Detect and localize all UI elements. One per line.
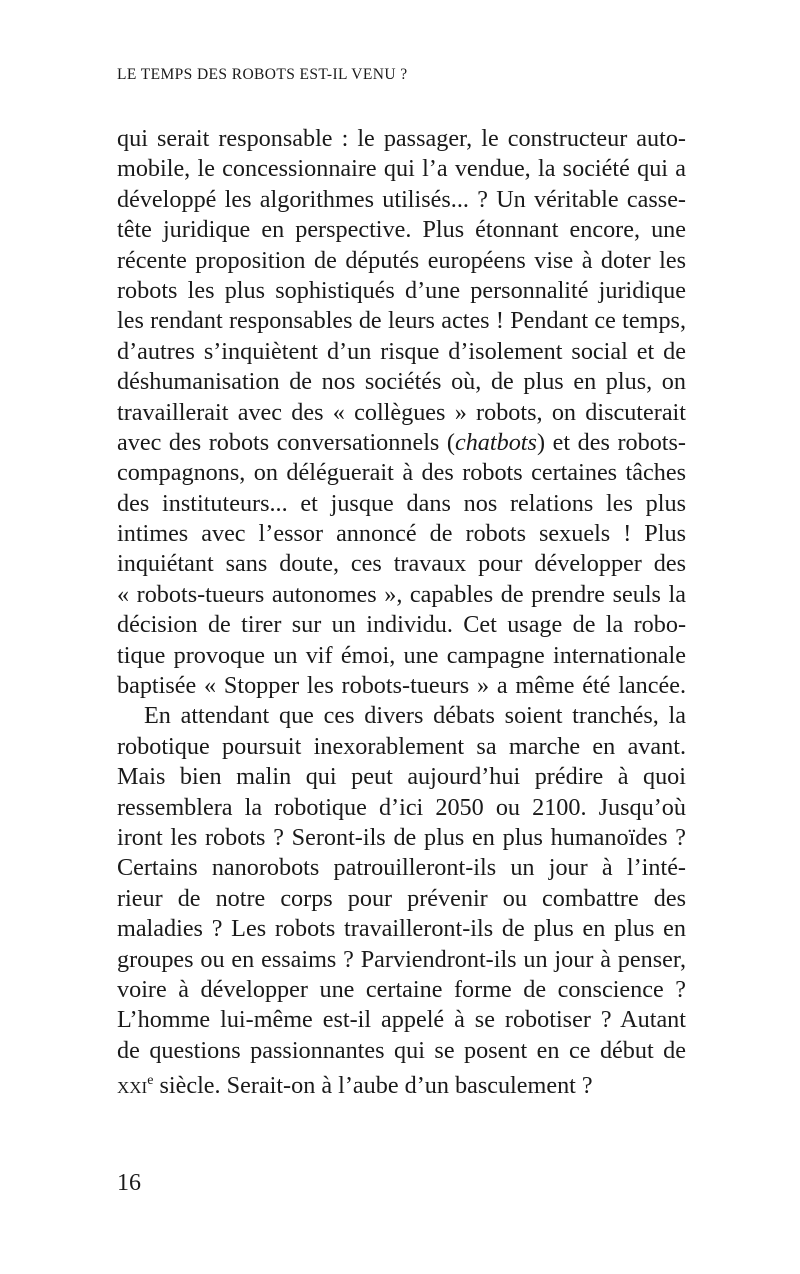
text-line: qui serait responsable : le passager, le constructeur auto- (117, 125, 686, 152)
text-line (117, 428, 686, 458)
text-line: déshumanisation de nos sociétés où, de plus en plus, on (117, 368, 686, 396)
text-line: intimes avec l’essor annoncé de robots sexuels ! Plus (117, 520, 686, 548)
text-line: « robots-tueurs autonomes », capables de prendre seuls la (117, 580, 686, 608)
text-line: des instituteurs... et jusque dans nos relations les plus (117, 489, 686, 517)
text-segment: avec des robots conversationnels ( (117, 428, 455, 456)
text-line: iront les robots ? Seront-ils de plus en plus humanoïdes ? (117, 823, 686, 851)
century-superscript: e (147, 1073, 154, 1089)
text-line: rieur de notre corps pour prévenir ou combattre des (117, 884, 686, 912)
text-line (117, 1066, 686, 1100)
text-line: d’autres s’inquiètent d’un risque d’isolement social et de (117, 337, 686, 365)
paragraph-1 (117, 124, 686, 701)
italic-term: chatbots (454, 428, 537, 456)
page-number: 16 (117, 1170, 141, 1196)
text-line: maladies ? Les robots travailleront-ils de plus en plus en (117, 915, 686, 943)
text-line: Mais bien malin qui peut aujourd’hui prédire à quoi (117, 763, 686, 791)
text-line: inquiétant sans doute, ces travaux pour développer des (117, 550, 686, 578)
text-line: robots les plus sophistiqués d’une personnalité juridique (117, 276, 686, 304)
text-segment: siècle. Serait-on à l’aube d’un basculement ? (153, 1072, 593, 1100)
text-line: groupes ou en essaims ? Parviendront-ils un jour à penser, (117, 945, 686, 973)
text-line: En attendant que ces divers débats soient tranchés, la (144, 702, 686, 730)
century-numeral: xxi (117, 1072, 148, 1100)
text-line: les rendant responsables de leurs actes ! Pendant ce temps, (117, 307, 686, 335)
text-line: robotique poursuit inexorablement sa marche en avant. (117, 732, 686, 760)
text-line: compagnons, on déléguerait à des robots certaines tâches (117, 459, 686, 487)
text-line: travaillerait avec des « collègues » robots, on discuterait (117, 398, 686, 426)
text-line: voire à développer une certaine forme de conscience ? (117, 975, 686, 1003)
text-line: L’homme lui-même est-il appelé à se robotiser ? Autant (117, 1006, 686, 1034)
page-body (117, 124, 686, 1100)
text-line: Certains nanorobots patrouilleront-ils un jour à l’inté- (117, 854, 686, 882)
text-line: développé les algorithmes utilisés... ? Un véritable casse- (117, 185, 686, 213)
text-line: baptisée « Stopper les robots-tueurs » a même été lancée. (117, 672, 686, 700)
text-line: de questions passionnantes qui se posent en ce début de (117, 1036, 686, 1064)
text-line: récente proposition de députés européens vise à doter les (117, 246, 686, 274)
paragraph-2 (117, 701, 686, 1100)
text-segment: ) et des robots- (536, 428, 686, 456)
text-line: mobile, le concessionnaire qui l’a vendue, la société qui a (117, 155, 686, 183)
running-head: LE TEMPS DES ROBOTS EST-IL VENU ? (117, 66, 408, 83)
text-line: tête juridique en perspective. Plus étonnant encore, une (117, 216, 686, 244)
text-line: décision de tirer sur un individu. Cet usage de la robo- (117, 611, 686, 639)
text-line: tique provoque un vif émoi, une campagne internationale (117, 641, 686, 669)
text-line: ressemblera la robotique d’ici 2050 ou 2100. Jusqu’où (117, 793, 686, 821)
